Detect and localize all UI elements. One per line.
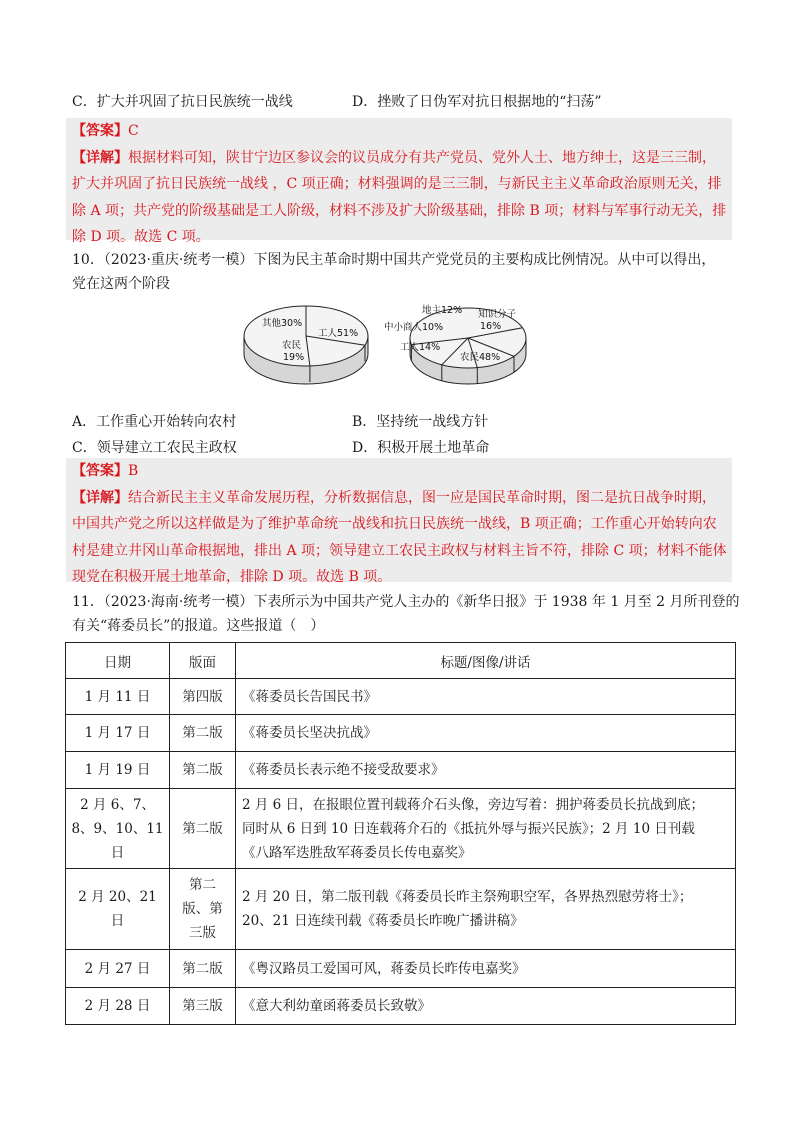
cell-date-line: 8、9、10、11 xyxy=(71,820,164,837)
pie2-label-intellectuals: 知识分子 xyxy=(478,309,517,320)
cell-content xyxy=(236,789,736,869)
q11-table xyxy=(65,642,736,1025)
pie1-label-others: 其他30% xyxy=(262,318,303,329)
cell-content xyxy=(236,988,736,1025)
q9-option-c: C．扩大并巩固了抗日民族统一战线 xyxy=(72,94,293,110)
cell-content-line: 《蒋委员长坚决抗战》 xyxy=(242,725,377,741)
q10-stem-line-1: 10．（2023·重庆·统考一模）下图为民主革命时期中国共产党党员的主要构成比例情况。从中可以得出， xyxy=(72,252,716,268)
cell-page-line: 第二 xyxy=(189,877,216,893)
table-row xyxy=(66,988,736,1025)
cell-date xyxy=(66,869,170,950)
pie2-label-peasants: 农民48% xyxy=(460,352,501,363)
cell-page xyxy=(170,715,236,752)
pie2-label-merchants: 中小商人10% xyxy=(384,322,444,333)
pie1-label-peasants-pct: 19% xyxy=(283,352,305,363)
table-row xyxy=(66,789,736,869)
q10-detail-line-3: 村是建立井冈山革命根据地，排出 A 项；领导建立工农民主政权与材料主旨不符，排除 C 项；材料不能体 xyxy=(72,542,727,559)
cell-content-line: 《八路军迭胜敌军蒋委员长传电嘉奖》 xyxy=(242,844,472,861)
cell-date xyxy=(66,715,170,752)
cell-date-line: 1 月 11 日 xyxy=(84,688,151,705)
pie2-label-intellectuals-pct: 16% xyxy=(480,321,502,332)
pie-charts-figure xyxy=(240,298,530,398)
q11-table-body xyxy=(66,643,736,1025)
cell-date-line: 日 xyxy=(110,913,125,929)
q9-option-d: D．挫败了日伪军对抗日根据地的“扫荡” xyxy=(352,94,602,110)
header-page: 版面 xyxy=(170,643,236,679)
header-date: 日期 xyxy=(66,643,170,679)
cell-content-line: 《粤汉路员工爱国可风，蒋委员长昨传电嘉奖》 xyxy=(242,960,526,977)
cell-date xyxy=(66,679,170,715)
q9-answer-line xyxy=(72,118,732,145)
detail-label: 【详解】 xyxy=(72,149,128,166)
cell-content-line: 《意大利幼童函蒋委员长致敬》 xyxy=(242,998,431,1014)
cell-page xyxy=(170,869,236,950)
cell-date xyxy=(66,988,170,1025)
q10-option-c: C．领导建立工农民主政权 xyxy=(72,440,237,456)
cell-content-line: 《蒋委员长表示绝不接受敌要求》 xyxy=(242,762,445,778)
table-row xyxy=(66,752,736,789)
cell-content xyxy=(236,752,736,789)
cell-content-line: 2 月 20 日，第二版刊载《蒋委员长昨主祭殉职空军，各界热烈慰劳将士》； xyxy=(242,889,693,905)
cell-date-line: 日 xyxy=(110,844,125,861)
cell-date-line: 2 月 20、21 xyxy=(78,889,157,905)
cell-page-line: 第二版 xyxy=(182,960,223,977)
cell-date-line: 1 月 17 日 xyxy=(84,725,151,741)
answer-label: 【答案】 xyxy=(72,463,128,479)
pie1-label-peasants: 农民 xyxy=(282,340,302,351)
cell-date-line: 2 月 27 日 xyxy=(84,960,151,977)
pie-charts-svg xyxy=(240,298,530,398)
pie-chart-1 xyxy=(244,306,368,384)
q10-answer-block xyxy=(66,458,732,585)
pie2-label-workers: 工人14% xyxy=(400,342,441,353)
cell-page-line: 第二版 xyxy=(182,820,223,837)
cell-date-line: 2 月 6、7、 xyxy=(80,796,155,813)
q10-detail-line-2: 中国共产党之所以这样做是为了维护革命统一战线和抗日民族统一战线，B 项正确；工作重心开始转向农 xyxy=(72,516,717,532)
cell-page-line: 第四版 xyxy=(182,688,223,705)
cell-content-line: 20、21 日连续刊载《蒋委员长昨晚广播讲稿》 xyxy=(242,913,524,929)
q9-detail-line-4: 除 D 项。故选 C 项。 xyxy=(72,229,210,245)
cell-page xyxy=(170,988,236,1025)
table-header-row xyxy=(66,643,736,679)
table-row xyxy=(66,715,736,752)
cell-content xyxy=(236,869,736,950)
q11-stem-line-1: 11．（2023·海南·统考一模）下表所示为中国共产党人主办的《新华日报》于 1938 年 1 月至 2 月所刊登的 xyxy=(72,594,740,610)
table-row xyxy=(66,950,736,988)
cell-page xyxy=(170,752,236,789)
pie-chart-2 xyxy=(384,304,526,384)
q9-detail-line-2: 扩大并巩固了抗日民族统一战线 ，C 项正确；材料强调的是三三制，与新民主主义革命政治原则无关，排 xyxy=(72,176,722,192)
cell-date-line: 2 月 28 日 xyxy=(84,998,151,1014)
cell-date xyxy=(66,789,170,869)
q10-detail-line-4: 现党在积极开展土地革命，排除 D 项。故选 B 项。 xyxy=(72,569,392,585)
q10-answer-line xyxy=(72,458,732,485)
q10-answer-value: B xyxy=(128,463,139,479)
q9-detail-line-3: 除 A 项；共产党的阶级基础是工人阶级，材料不涉及扩大阶级基础，排除 B 项；材料与军事行动无关，排 xyxy=(72,202,727,219)
cell-date xyxy=(66,950,170,988)
cell-page-line: 三版 xyxy=(189,925,216,941)
q9-answer-block xyxy=(66,118,732,245)
cell-page xyxy=(170,950,236,988)
q10-option-b: B．坚持统一战线方针 xyxy=(352,414,489,430)
cell-page-line: 第二版 xyxy=(182,725,223,741)
cell-page-line: 第二版 xyxy=(182,762,223,778)
answer-label: 【答案】 xyxy=(72,123,128,139)
cell-date xyxy=(66,752,170,789)
cell-page-line: 第三版 xyxy=(182,998,223,1014)
table-row xyxy=(66,869,736,950)
q9-answer-value: C xyxy=(128,123,139,139)
q10-option-a: A．工作重心开始转向农村 xyxy=(72,414,237,430)
q10-stem-line-2: 党在这两个阶段 xyxy=(72,276,170,292)
cell-content-line: 《蒋委员长告国民书》 xyxy=(242,688,377,705)
cell-content-line: 同时从 6 日到 10 日连载蒋介石的《抵抗外辱与振兴民族》；2 月 10 日刊载 xyxy=(242,820,695,837)
cell-content xyxy=(236,715,736,752)
q9-detail-line-1: 【详解】根据材料可知，陕甘宁边区参议会的议员成分有共产党员、党外人士、地方绅士，这是三三制， xyxy=(72,149,716,166)
cell-content-line: 2 月 6 日，在报眼位置刊载蒋介石头像，旁边写着：拥护蒋委员长抗战到底； xyxy=(242,796,705,813)
cell-date-line: 1 月 19 日 xyxy=(84,762,151,778)
cell-page xyxy=(170,679,236,715)
q10-detail-line-1: 【详解】结合新民主主义革命发展历程，分析数据信息，图一应是国民革命时期，图二是抗日战争时期， xyxy=(72,489,716,506)
cell-page xyxy=(170,789,236,869)
q11-stem-line-2: 有关“蒋委员长”的报道。这些报道（ ） xyxy=(72,618,325,634)
q10-option-d: D．积极开展土地革命 xyxy=(352,440,490,456)
pie1-label-workers: 工人51% xyxy=(318,328,359,339)
cell-content xyxy=(236,950,736,988)
detail-label: 【详解】 xyxy=(72,489,128,506)
table-row xyxy=(66,679,736,715)
cell-page-line: 版、第 xyxy=(182,901,223,917)
pie2-label-landlords: 地主12% xyxy=(422,305,463,316)
cell-content xyxy=(236,679,736,715)
header-content: 标题/图像/讲话 xyxy=(236,643,736,679)
